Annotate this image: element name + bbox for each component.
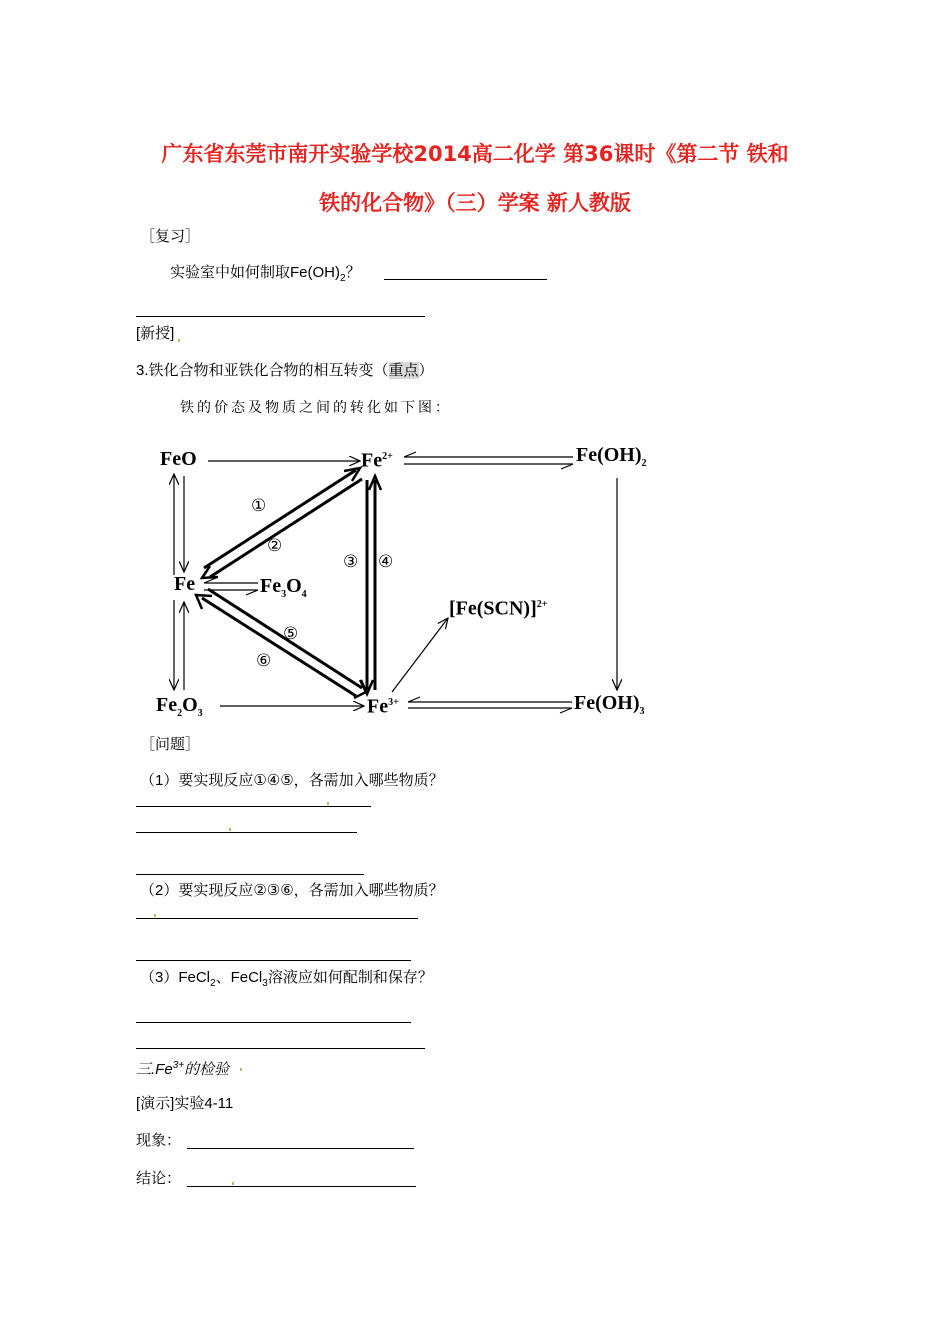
answer-line[interactable] (136, 874, 364, 875)
iron-conversion-diagram (140, 440, 680, 725)
marker-dot (154, 914, 156, 917)
label-feoh3: $Fe(OH)_3$ (574, 692, 645, 717)
label-fe: Fe (174, 573, 196, 595)
diagram-intro: 铁的价态及物质之间的转化如下图： (180, 401, 452, 416)
answer-line[interactable] (136, 1022, 411, 1023)
phenomenon-label: 现象： (136, 1132, 182, 1149)
label-fe3o4: $Fe_3O_4$ (260, 575, 307, 600)
label-fe2-ion: $Fe^{2+}$ (361, 449, 393, 472)
question-2: （2）要实现反应②③⑥，各需加入哪些物质？ (140, 882, 444, 899)
answer-line[interactable] (136, 1048, 425, 1049)
arrow-fe2-fe-2 (210, 479, 362, 577)
section-fe3-test-heading: 三$.Fe^{3+}$的检验 (136, 1060, 230, 1078)
reaction-number-3: ③ (343, 552, 359, 572)
answer-line[interactable] (187, 1148, 414, 1149)
label-feo: FeO (160, 448, 197, 470)
review-question: 实验室中如何制取$Fe(OH)_2$？ (170, 264, 361, 284)
answer-line[interactable] (136, 806, 371, 807)
reaction-number-6: ⑥ (256, 651, 272, 671)
key-point-mark: 重点 (388, 362, 419, 379)
reaction-number-1: ① (251, 496, 267, 516)
review-heading: ［复习］ (140, 228, 201, 245)
marker-dot (327, 802, 329, 805)
questions-heading: ［问题］ (140, 736, 201, 753)
label-fe-scn-complex: $[Fe(SCN)]^{2+}$ (449, 597, 548, 620)
answer-line[interactable] (187, 1186, 416, 1187)
label-fe2o3: $Fe_2O_3$ (156, 694, 203, 719)
title-line-1: 广东省东莞市南开实验学校2014高二化学 第36课时《第二节 铁和 (161, 142, 789, 166)
section-3-heading: 3.铁化合物和亚铁化合物的相互转变（重点） (136, 362, 434, 379)
label-fe3-ion: $Fe^{3+}$ (367, 695, 399, 718)
marker-dot (229, 828, 231, 831)
answer-line[interactable] (384, 279, 547, 280)
new-lesson-heading: [新授] (136, 325, 175, 342)
diagram-arrows (140, 440, 680, 725)
answer-line[interactable] (136, 316, 425, 317)
title-line-2: 铁的化合物》（三）学案 新人教版 (319, 191, 631, 215)
reaction-number-2: ② (267, 536, 283, 556)
question-1: （1）要实现反应①④⑤，各需加入哪些物质？ (140, 772, 444, 789)
marker-dot (232, 1182, 234, 1185)
answer-line[interactable] (136, 832, 357, 833)
reaction-number-5: ⑤ (283, 624, 299, 644)
label-feoh2: $Fe(OH)_2$ (576, 444, 647, 469)
arrow-fe3-scn (392, 618, 448, 692)
demo-label: [演示]实验4-11 (136, 1095, 234, 1112)
answer-line[interactable] (136, 918, 418, 919)
conclusion-label: 结论： (136, 1170, 182, 1187)
marker-dot (240, 1068, 242, 1071)
marker-dot (178, 339, 180, 342)
answer-line[interactable] (136, 960, 411, 961)
question-3: （3）FeCl$_2$、FeCl$_3$溶液应如何配制和保存？ (140, 969, 433, 989)
arrow-fe3-fe-6 (202, 598, 356, 696)
reaction-number-4: ④ (378, 552, 394, 572)
